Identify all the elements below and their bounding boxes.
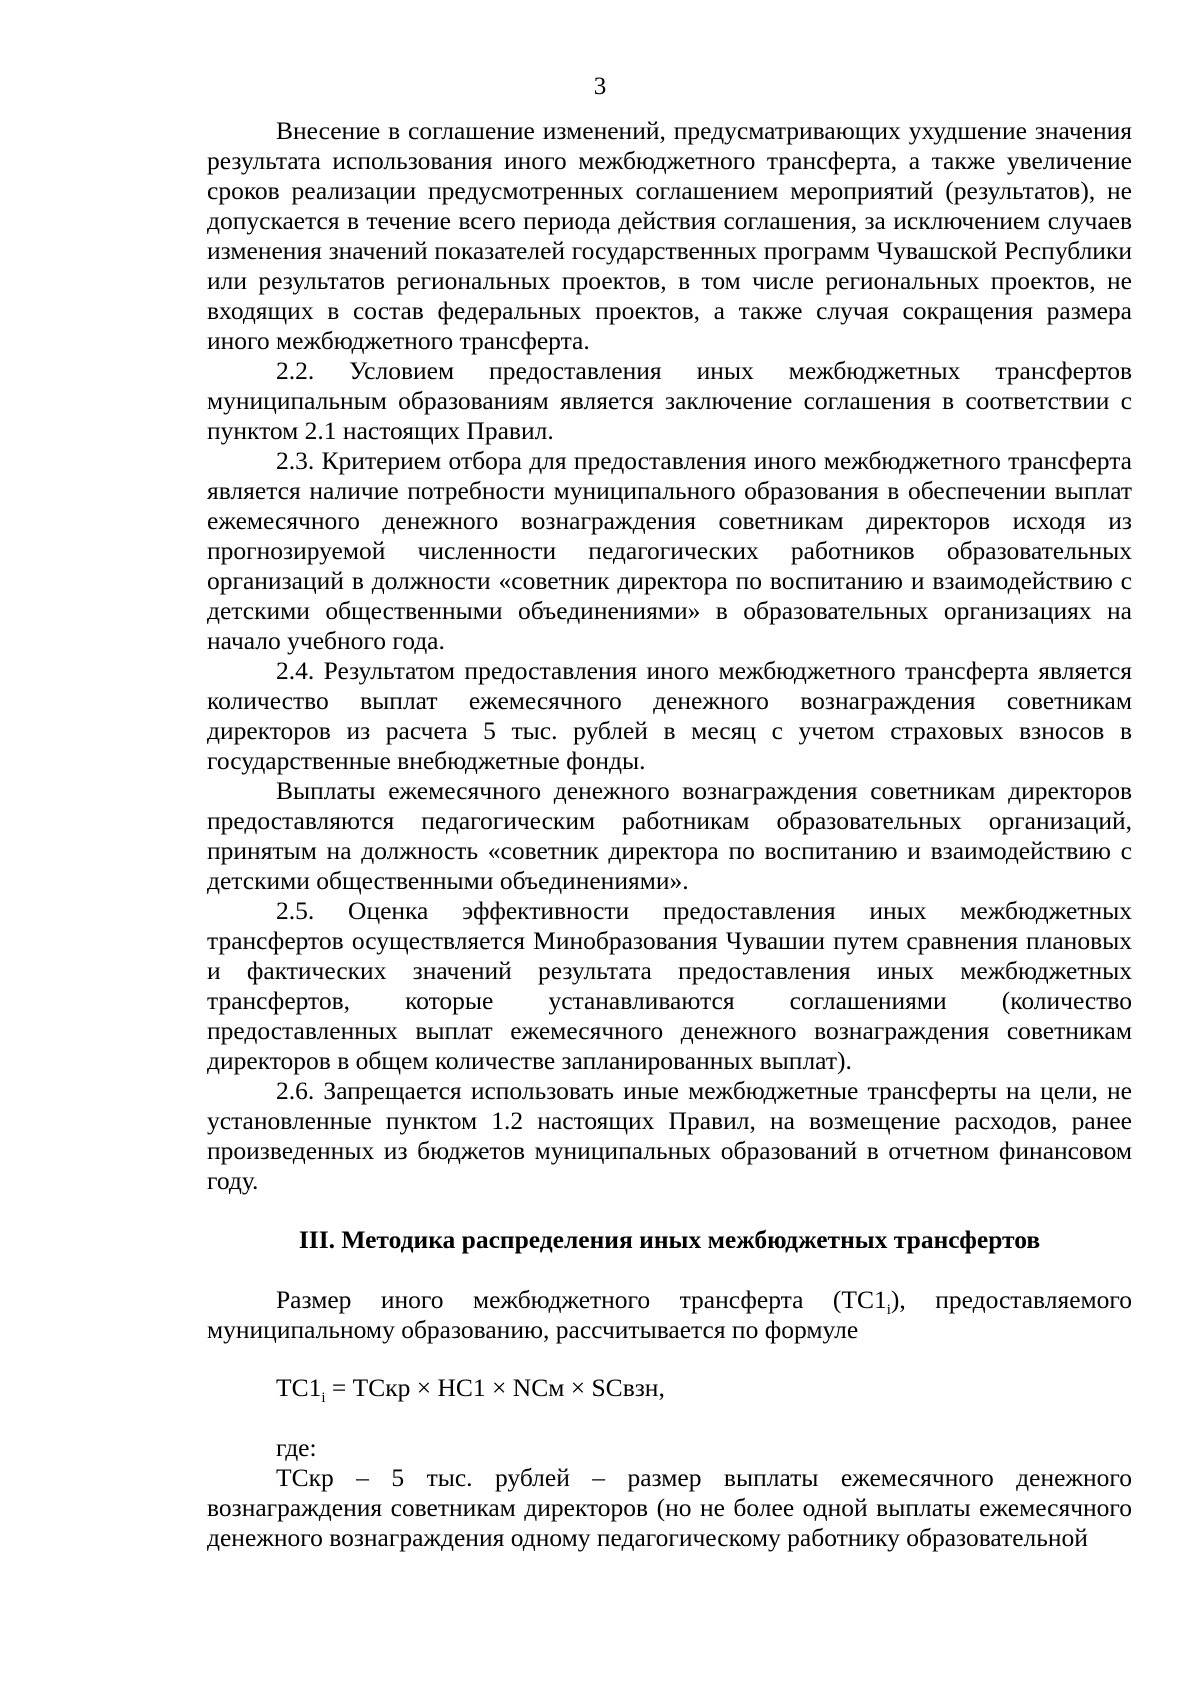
document-body xyxy=(207,116,1132,1553)
definition-tskr: ТСкр – 5 тыс. рублей – размер выплаты ежемесячного денежного вознаграждения советникам директоров (но не более одной выплаты ежемесячного денежного вознаграждения одному педагогическому работнику образовательной xyxy=(207,1463,1132,1552)
paragraph-2-2: 2.2. Условием предоставления иных межбюджетных трансфертов муниципальным образованиям является заключение соглашения в соответствии с пунктом 2.1 настоящих Правил. xyxy=(207,356,1132,445)
size-text-before: Размер иного межбюджетного трансферта (ТС1 xyxy=(276,1285,887,1314)
formula-lhs-subscript: i xyxy=(321,1390,326,1407)
paragraph-agreement-changes: Внесение в соглашение изменений, предусматривающих ухудшение значения результата использования иного межбюджетного трансферта, а также увеличение сроков реализации предусмотренных соглашением мероприятий (результатов), не допускается в течение всего периода действия соглашения, за исключением случаев изменения значений показателей государственных программ Чувашской Республики или результатов региональных проектов, в том числе региональных проектов, не входящих в состав федеральных проектов, а также случая сокращения размера иного межбюджетного трансферта. xyxy=(207,116,1132,355)
section-heading: III. Методика распределения иных межбюджетных трансфертов xyxy=(298,1225,1041,1254)
paragraph-payments: Выплаты ежемесячного денежного вознаграждения советникам директоров предоставляются педагогическим работникам образовательных организаций, принятым на должность «советник директора по воспитанию и взаимодействию с детскими общественными объединениями». xyxy=(207,776,1132,895)
paragraph-2-4: 2.4. Результатом предоставления иного межбюджетного трансферта является количество выплат ежемесячного денежного вознаграждения советникам директоров из расчета 5 тыс. рублей в месяц с учетом страховых взносов в государственные внебюджетные фонды. xyxy=(207,656,1132,775)
paragraph-2-5: 2.5. Оценка эффективности предоставления иных межбюджетных трансфертов осуществляется Минобразования Чувашии путем сравнения плановых и фактических значений результата предоставления иных межбюджетных трансфертов, которые устанавливаются соглашениями (количество предоставленных выплат ежемесячного денежного вознаграждения советникам директоров в общем количестве запланированных выплат). xyxy=(207,896,1132,1075)
size-text-after: ), предоставляемого муниципальному образованию, рассчитывается по формуле xyxy=(207,1285,1132,1344)
paragraph-transfer-size xyxy=(207,1285,1132,1345)
formula xyxy=(207,1373,1132,1407)
size-subscript: i xyxy=(886,1302,891,1319)
page-number: 3 xyxy=(593,73,607,100)
formula-lhs: ТС1 xyxy=(276,1373,322,1402)
formula-rhs: = ТСкр × НС1 × NСм × SСвзн, xyxy=(325,1373,665,1402)
paragraph-2-3: 2.3. Критерием отбора для предоставления иного межбюджетного трансферта является наличие потребности муниципального образования в обеспечении выплат ежемесячного денежного вознаграждения советникам директоров исходя из прогнозируемой численности педагогических работников образовательных организаций в должности «советник директора по воспитанию и взаимодействию с детскими общественными объединениями» в образовательных организациях на начало учебного года. xyxy=(207,446,1132,655)
paragraph-2-6: 2.6. Запрещается использовать иные межбюджетные трансферты на цели, не установленные пунктом 1.2 настоящих Правил, на возмещение расходов, ранее произведенных из бюджетов муниципальных образований в отчетном финансовом году. xyxy=(207,1076,1132,1195)
where-label: где: xyxy=(276,1433,317,1462)
